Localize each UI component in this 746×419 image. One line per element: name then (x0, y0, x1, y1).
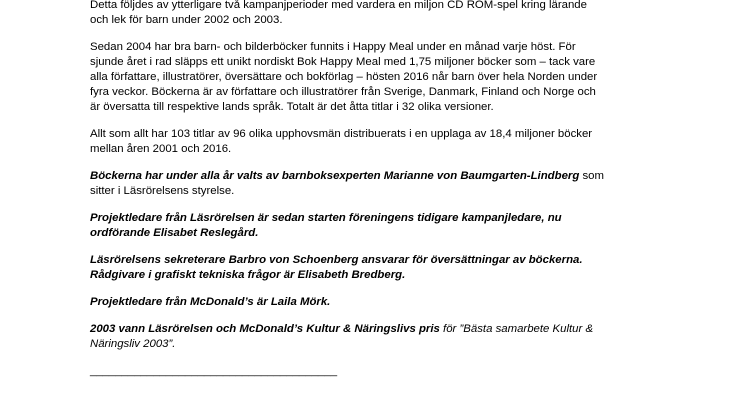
separator-line: _______________________________________ (90, 365, 338, 377)
text-line: Rådgivare i grafiskt tekniska frågor är Elisabeth Bredberg. (90, 269, 406, 281)
bold-italic-text: Böckerna har under alla år valts av barnboksexperten Marianne von Baumgarten-Lindberg (90, 170, 580, 182)
paragraph-project-lead-lasrorelsen (90, 211, 690, 241)
italic-text: Näringsliv 2003”. (90, 338, 176, 350)
text-line: mellan åren 2001 och 2016. (90, 143, 232, 155)
text-line: Allt som allt har 103 titlar av 96 olika upphovsmän distribuerats i en upplaga av 18,4 miljoner böcker (90, 128, 593, 140)
paragraph-campaign-periods (90, 0, 690, 28)
text-line: Projektledare från Läsrörelsen är sedan starten föreningens tidigare kampanjledare, nu (90, 212, 562, 224)
paragraph-project-lead-mcdonalds (90, 295, 690, 310)
paragraph-total-titles (90, 127, 690, 157)
text-line: Detta följdes av ytterligare två kampanjperioder med vardera en miljon CD ROM-spel kring lärande (90, 0, 587, 11)
paragraph-happy-meal-books (90, 40, 690, 115)
text-line: och lek för barn under 2002 och 2003. (90, 14, 283, 26)
paragraph-secretary (90, 253, 690, 283)
text-line: sjunde året i rad släpps ett unikt nordiskt Bok Happy Meal med 1,75 miljoner böcker som – tack vare (90, 56, 596, 68)
text-line: sitter i Läsrörelsens styrelse. (90, 185, 235, 197)
document-body (90, 0, 690, 379)
text-line: som (579, 170, 604, 182)
text-line: Projektledare från McDonald’s är Laila Mörk. (90, 296, 331, 308)
paragraph-book-selection (90, 169, 690, 199)
text-line: Sedan 2004 har bra barn- och bilderböcker funnits i Happy Meal under en månad varje höst. För (90, 41, 576, 53)
text-line: ordförande Elisabet Reslegård. (90, 227, 259, 239)
text-line: Läsrörelsens sekreterare Barbro von Schoenberg ansvarar för översättningar av böckerna. (90, 254, 583, 266)
text-line: fyra veckor. Böckerna är av författare och illustratörer från Sverige, Danmark, Finland och Norge och (90, 86, 596, 98)
bold-italic-text: 2003 vann Läsrörelsen och McDonald’s Kultur & Näringslivs pris (90, 323, 440, 335)
text-line: alla författare, illustratörer, översättare och bokförlag – hösten 2016 når barn över hela Norden under (90, 71, 598, 83)
paragraph-award (90, 322, 690, 352)
text-line: är översatta till respektive lands språk. Totalt är det åtta titlar i 32 olika versioner. (90, 101, 494, 113)
italic-text: för ”Bästa samarbete Kultur & (439, 323, 594, 335)
